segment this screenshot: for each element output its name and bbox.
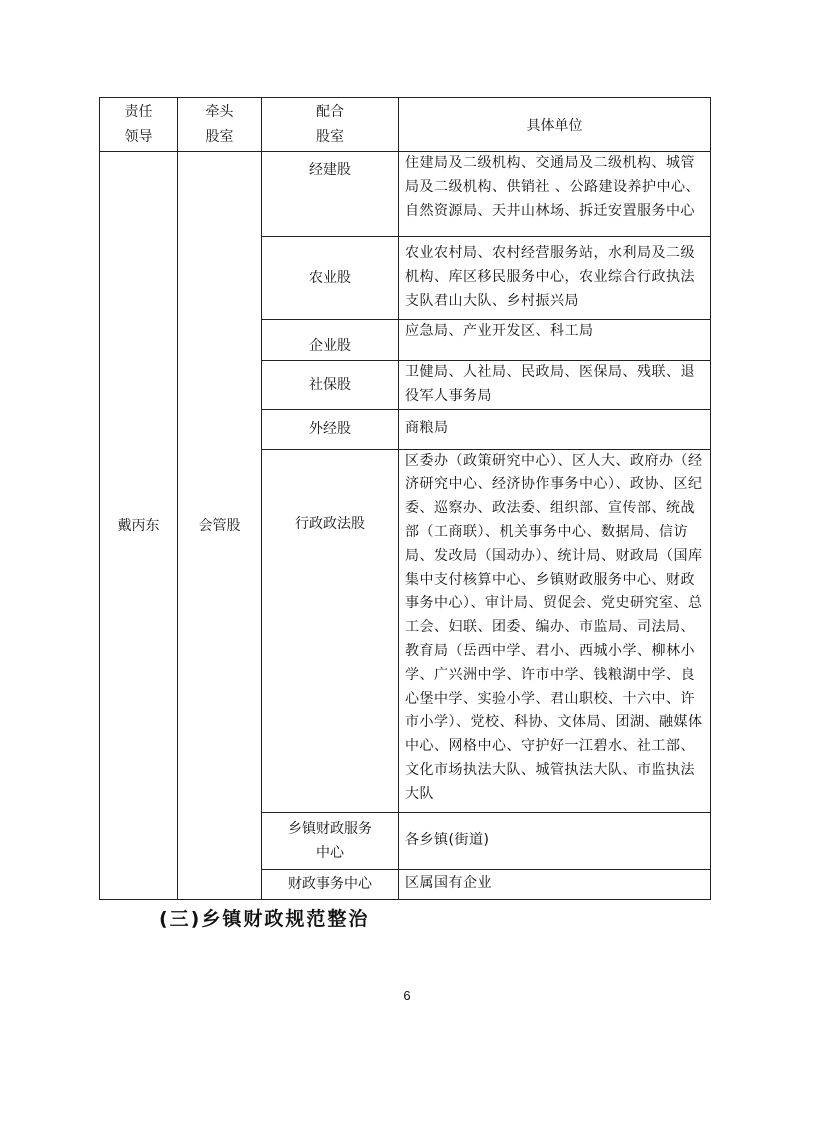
coop-office-cell: 农业股 [262,237,399,320]
header-units: 具体单位 [399,98,711,152]
coop-office-cell: 财政事务中心 [262,869,399,899]
units-cell: 住建局及二级机构、交通局及二级机构、城管局及二级机构、供销社 、公路建设养护中心、自然资源局、天井山林场、拆迁安置服务中心 [399,152,711,237]
units-cell: 区属国有企业 [399,869,711,899]
coop-office-cell: 社保股 [262,361,399,410]
coop-office-cell: 乡镇财政服务 中心 [262,812,399,869]
header-leader: 责任 领导 [100,98,178,152]
section-heading: (三)乡镇财政规范整治 [159,908,370,930]
lead-office-cell: 会管股 [178,152,262,900]
leader-cell: 戴丙东 [100,152,178,900]
header-coop-office: 配合 股室 [262,98,399,152]
coop-office-cell: 企业股 [262,320,399,361]
units-cell: 各乡镇(街道) [399,812,711,869]
units-cell: 应急局、产业开发区、科工局 [399,320,711,361]
units-cell: 商粮局 [399,409,711,449]
units-cell: 农业农村局、农村经营服务站，水利局及二级机构、库区移民服务中心，农业综合行政执法支队君山大队、乡村振兴局 [399,237,711,320]
header-lead-office: 牵头 股室 [178,98,262,152]
page-number: 6 [403,988,411,1003]
coop-office-cell: 行政政法股 [262,449,399,812]
table-row [100,152,711,237]
units-cell: 区委办（政策研究中心）、区人大、政府办（经济研究中心、经济协作事务中心）、政协、区纪委、巡察办、政法委、组织部、宣传部、统战部（工商联）、机关事务中心、数据局、信访局、发改局（国动办）、统计局、财政局（国库集中支付核算中心、乡镇财政服务中心、财政事务中心）、审计局、贸促会、党史研究室、总工会、妇联、团委、编办、市监局、司法局、教育局（岳西中学、君小、西城小学、柳林小学、广兴洲中学、许市中学、钱粮湖中学、良心堡中学、实验小学、君山职校、十六中、许市小学）、党校、科协、文体局、团湖、融媒体中心、网格中心、守护好一江碧水、社工部、文化市场执法大队、城管执法大队、市监执法大队 [399,449,711,812]
coop-office-cell: 经建股 [262,152,399,237]
table-header-row [100,98,711,152]
units-cell: 卫健局、人社局、民政局、医保局、残联、退役军人事务局 [399,361,711,410]
responsibility-table [99,97,711,900]
coop-office-cell: 外经股 [262,409,399,449]
